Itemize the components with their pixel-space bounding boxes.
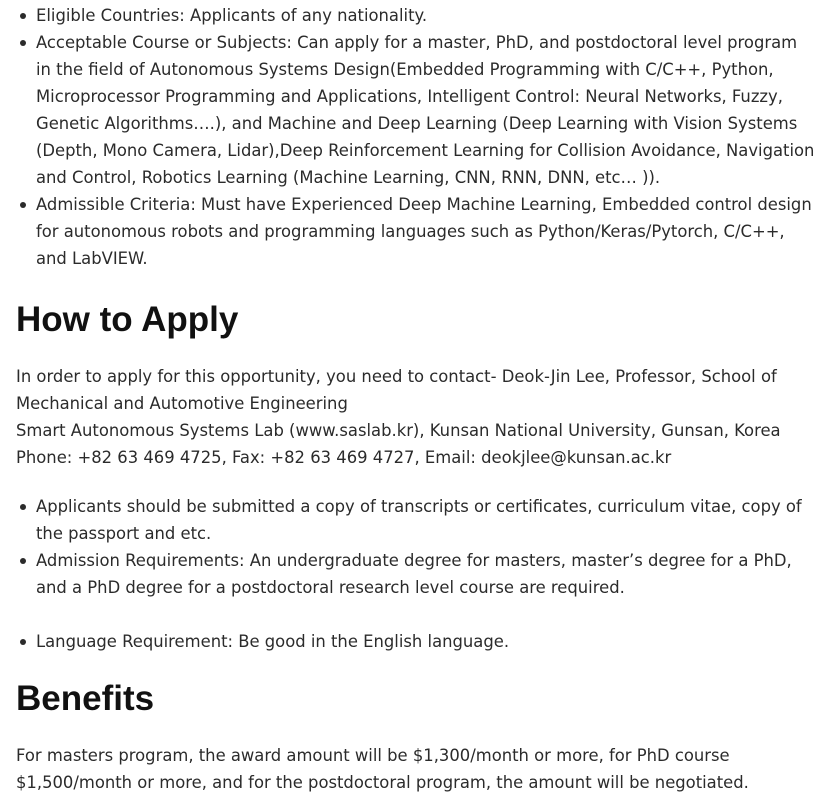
language-list bbox=[16, 628, 816, 655]
list-item-eligible-countries: Eligible Countries: Applicants of any nationality. bbox=[36, 2, 816, 29]
benefits-text: For masters program, the award amount will be $1,300/month or more, for PhD course $1,500/month or more, and for the postdoctoral program, the amount will be negotiated. bbox=[16, 746, 749, 792]
list-item-language-requirement: Language Requirement: Be good in the English language. bbox=[36, 628, 816, 655]
article-content bbox=[16, 2, 816, 796]
requirements-list bbox=[16, 493, 816, 601]
contact-paragraph bbox=[16, 363, 816, 471]
contact-line-phone-email: Phone: +82 63 469 4725, Fax: +82 63 469 4727, Email: deokjlee@kunsan.ac.kr bbox=[16, 448, 672, 467]
how-to-apply-heading: How to Apply bbox=[16, 300, 239, 339]
list-item-documents: Applicants should be submitted a copy of transcripts or certificates, curriculum vitae, copy of the passport and etc. bbox=[36, 493, 816, 547]
contact-line-intro: In order to apply for this opportunity, you need to contact- Deok-Jin Lee, Professor, School of Mechanical and Automotive Engineering bbox=[16, 367, 777, 413]
list-item-admissible-criteria: Admissible Criteria: Must have Experienced Deep Machine Learning, Embedded control design for autonomous robots and programming languages such as Python/Keras/Pytorch, C/C++, and LabVIEW. bbox=[36, 191, 816, 272]
eligibility-list bbox=[16, 2, 816, 272]
list-item-admission-requirements: Admission Requirements: An undergraduate degree for masters, master’s degree for a PhD, and a PhD degree for a postdoctoral research level course are required. bbox=[36, 547, 816, 601]
contact-line-lab: Smart Autonomous Systems Lab (www.saslab.kr), Kunsan National University, Gunsan, Korea bbox=[16, 421, 781, 440]
benefits-heading: Benefits bbox=[16, 679, 155, 718]
list-item-acceptable-courses: Acceptable Course or Subjects: Can apply for a master, PhD, and postdoctoral level program in the field of Autonomous Systems Design(Embedded Programming with C/C++, Python, Microprocessor Programming and Applications, Intelligent Control: Neural Networks, Fuzzy, Genetic Algorithms….), and Machine and Deep Learning (Deep Learning with Vision Systems (Depth, Mono Camera, Lidar),Deep Reinforcement Learning for Collision Avoidance, Navigation and Control, Robotics Learning (Machine Learning, CNN, RNN, DNN, etc… )). bbox=[36, 29, 816, 191]
